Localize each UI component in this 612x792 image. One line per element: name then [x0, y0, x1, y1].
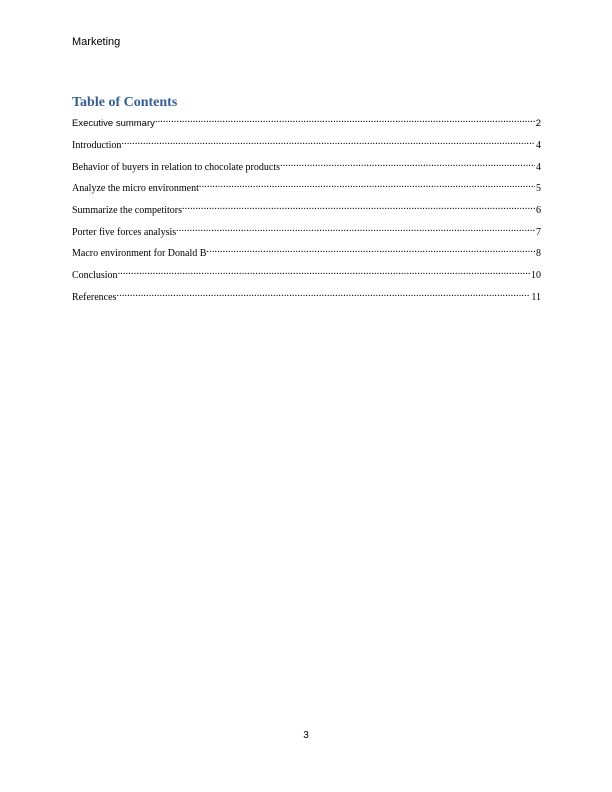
dot-leader [182, 201, 535, 213]
page-number: 3 [303, 730, 309, 741]
dot-leader [121, 136, 535, 148]
toc-title: Table of Contents [72, 95, 178, 110]
toc-entry-page: 5 [536, 183, 541, 195]
toc-entry-micro-environment[interactable] [72, 179, 541, 195]
toc-entry-buyer-behavior[interactable] [72, 158, 541, 173]
table-of-contents [72, 114, 541, 310]
toc-entry-page: 4 [536, 161, 541, 173]
dot-leader [155, 114, 535, 126]
toc-entry-page: 8 [536, 248, 541, 260]
running-header: Marketing [72, 36, 121, 48]
toc-entry-competitors[interactable] [72, 201, 541, 217]
toc-entry-page: 11 [531, 291, 541, 303]
toc-entry-conclusion[interactable] [72, 266, 541, 282]
toc-entry-porter-five-forces[interactable] [72, 223, 541, 238]
toc-entry-page: 4 [536, 140, 541, 151]
toc-entry-page: 7 [536, 226, 541, 238]
toc-entry-introduction[interactable] [72, 136, 541, 151]
toc-entry-executive-summary[interactable] [72, 114, 541, 129]
toc-entry-label: Introduction [72, 140, 122, 151]
toc-entry-page: 2 [535, 118, 541, 129]
toc-entry-label: Analyze the micro environment [72, 183, 199, 195]
dot-leader [206, 244, 535, 256]
toc-entry-label: Conclusion [72, 270, 118, 282]
toc-entry-label: References [72, 291, 117, 303]
toc-entry-label: Porter five forces analysis [72, 226, 177, 238]
toc-entry-references[interactable] [72, 288, 541, 303]
dot-leader [199, 179, 535, 191]
dot-leader [280, 158, 535, 170]
dot-leader [118, 266, 530, 278]
toc-entry-page: 10 [531, 270, 541, 282]
toc-entry-label: Executive summary [72, 118, 155, 129]
toc-entry-macro-environment[interactable] [72, 244, 541, 260]
dot-leader [116, 288, 530, 300]
dot-leader [176, 223, 535, 235]
toc-entry-page: 6 [536, 205, 541, 217]
toc-entry-label: Macro environment for Donald B [72, 248, 207, 260]
toc-entry-label: Behavior of buyers in relation to chocolate products [72, 161, 280, 173]
toc-entry-label: Summarize the competitors [72, 205, 182, 217]
